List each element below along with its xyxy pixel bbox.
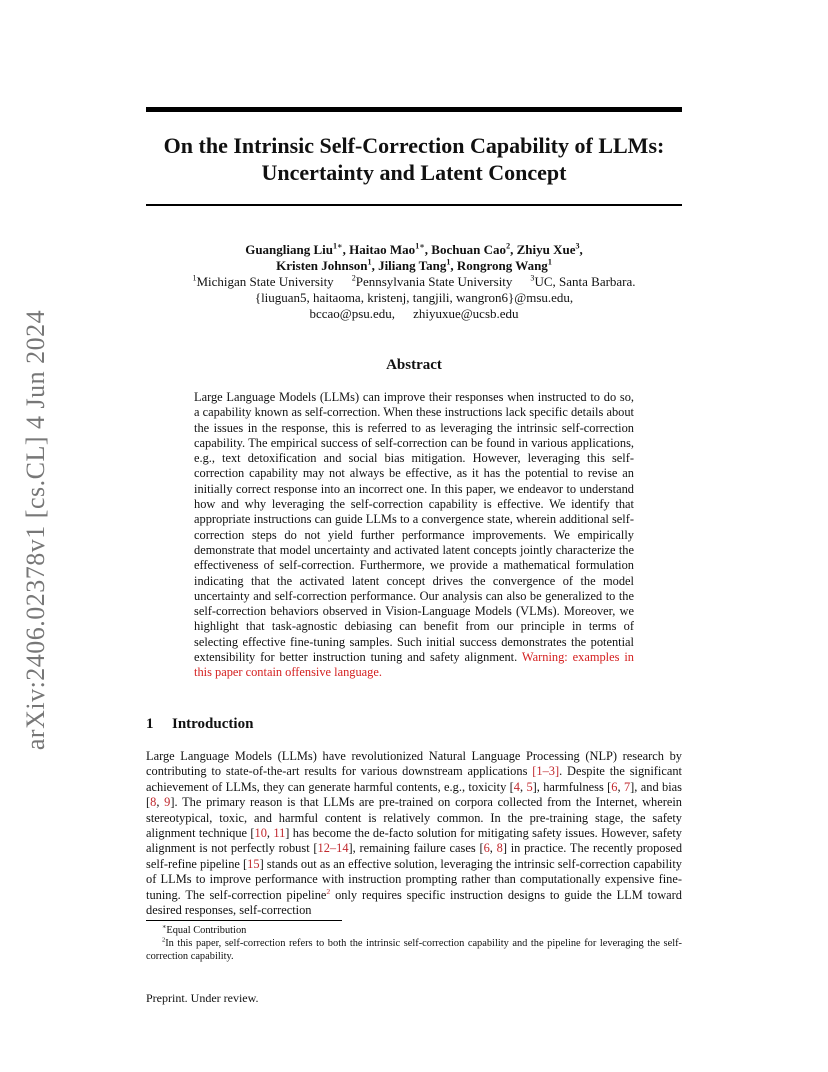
intro-text: ,: [266, 826, 274, 841]
title-line-1: On the Intrinsic Self-Correction Capability of LLMs:: [163, 133, 665, 158]
abstract-warning: Warning: examples in this paper contain offensive language.: [194, 650, 635, 680]
intro-text: ], harmfulness [: [532, 779, 612, 794]
abstract-heading: Abstract: [386, 357, 442, 373]
intro-text: only requires specific instruction designs to guide the LLM toward desired responses, self-correction: [146, 887, 682, 918]
citation-link[interactable]: 9: [164, 795, 171, 810]
intro-text: ], remaining failure cases [: [348, 841, 484, 856]
affiliation-line: $^1$Michigan State University $^2$Pennsylvania State University $^3$UC, Santa Barbara.: [192, 273, 636, 289]
paper-title: [120, 132, 708, 186]
title-line-2: Uncertainty and Latent Concept: [261, 160, 567, 185]
author-block: [130, 242, 698, 322]
intro-text: . Despite the significant achievement of LLMs, they can generate harmful contents, e.g., toxicity [: [146, 764, 682, 794]
footnote-2: $^2$In this paper, self-correction refers to both the intrinsic self-correction capability and the pipeline for leveraging the self-correction capability.: [146, 936, 682, 962]
citation-link[interactable]: [1–3]: [532, 764, 560, 779]
abstract-text: Large Language Models (LLMs) can improve their responses when instructed to do so, a capability known as self-correction. When these instructions lack specific details about the issues in the response, this is referred to as leveraging the intrinsic self-correction capability. The empirical success of self-correction can be found in various applications, e.g., text detoxification and social bias mitigation. However, leveraging this self-correction capability may not always be effective, as it has the potential to revise an initially correct response into an incorrect one. In this paper, we endeavor to understand how and why leveraging the self-correction capability is effective. We identify that appropriate instructions can guide LLMs to a convergence state, wherein additional self-correction steps do not yield further performance improvements. We empirically demonstrate that model uncertainty and activated latent concepts jointly characterize the effectiveness of self-correction. Furthermore, we provide a mathematical formulation indicating that the activated latent concept drives the convergence of the model uncertainty and self-correction performance. Our analysis can also be generalized to the self-correction behaviors observed in Vision-Language Models (VLMs). Moreover, we highlight that task-agnostic debiasing can benefit from our principle in terms of selecting effective fine-tuning samples. Such initial success demonstrates the potential extensibility for better instruction tuning and safety alignment.: [194, 390, 634, 665]
intro-text: Large Language Models (LLMs) have revolutionized Natural Language Processing (NLP) research by contributing to state-of-the-art results for various downstream applications: [146, 749, 682, 779]
intro-text: ,: [156, 795, 165, 810]
section-title: Introduction: [172, 716, 254, 732]
title-rule-bottom: [146, 204, 682, 206]
citation-link[interactable]: 12–14: [317, 841, 349, 856]
citation-link[interactable]: 7: [623, 779, 631, 794]
citation-link[interactable]: 8: [496, 841, 503, 856]
intro-text: ] in practice. The recently proposed self-refine pipeline [: [146, 841, 683, 871]
email-line-1: {liuguan5, haitaoma, kristenj, tangjili, wangron6}@msu.edu,: [254, 290, 574, 305]
footnotes: [146, 924, 682, 963]
citation-link[interactable]: 11: [273, 826, 286, 841]
intro-text: ]. The primary reason is that LLMs are pre-trained on corpora collected from the Internet, wherein stereotypical, toxic, and harmful content is relatively common. In the pre-training stage, the safety alignment technique [: [146, 795, 682, 841]
citation-link[interactable]: 6: [611, 779, 618, 794]
author-line-1: Guangliang Liu$^{1∗}$, Haitao Mao$^{1∗}$, Bochuan Cao$^2$, Zhiyu Xue$^3$,: [245, 241, 583, 257]
author-line-2: Kristen Johnson$^1$, Jiliang Tang$^1$, Rongrong Wang$^1$: [276, 257, 552, 273]
introduction-paragraph: [146, 749, 682, 918]
section-heading: [146, 716, 253, 733]
intro-text: ,: [519, 779, 527, 794]
intro-text: ], and bias [: [146, 779, 682, 810]
intro-text: ] stands out as an effective solution, leveraging the intrinsic self-correction capability of LLMs to improve performance with instruction prompting rather than computationally expensive fine-tuning. The self-correction pipeline: [146, 856, 682, 902]
email-line-2: bccao@psu.edu, zhiyuxue@ucsb.edu: [309, 306, 519, 321]
preprint-note: Preprint. Under review.: [146, 991, 259, 1005]
footnote-rule: [146, 920, 342, 921]
footnote-1: ∗Equal Contribution: [162, 923, 247, 936]
citation-link[interactable]: 6: [483, 841, 490, 856]
citation-link[interactable]: 4: [513, 779, 520, 794]
citation-link[interactable]: 15: [247, 856, 260, 871]
citation-link[interactable]: 10: [254, 826, 267, 841]
citation-link[interactable]: 8: [150, 795, 157, 810]
title-rule-top: [146, 107, 682, 112]
section-number: 1: [146, 716, 154, 732]
intro-text: ] has become the de-facto solution for mitigating safety issues. However, safety alignment is not perfectly robust [: [146, 826, 682, 856]
footnote-marker[interactable]: 2: [326, 886, 331, 896]
arxiv-identifier: arXiv:2406.02378v1 [cs.CL] 4 Jun 2024: [21, 309, 50, 751]
citation-link[interactable]: 5: [526, 779, 533, 794]
intro-text: ,: [489, 841, 497, 856]
intro-text: ,: [617, 779, 624, 794]
abstract-body: [194, 390, 634, 681]
